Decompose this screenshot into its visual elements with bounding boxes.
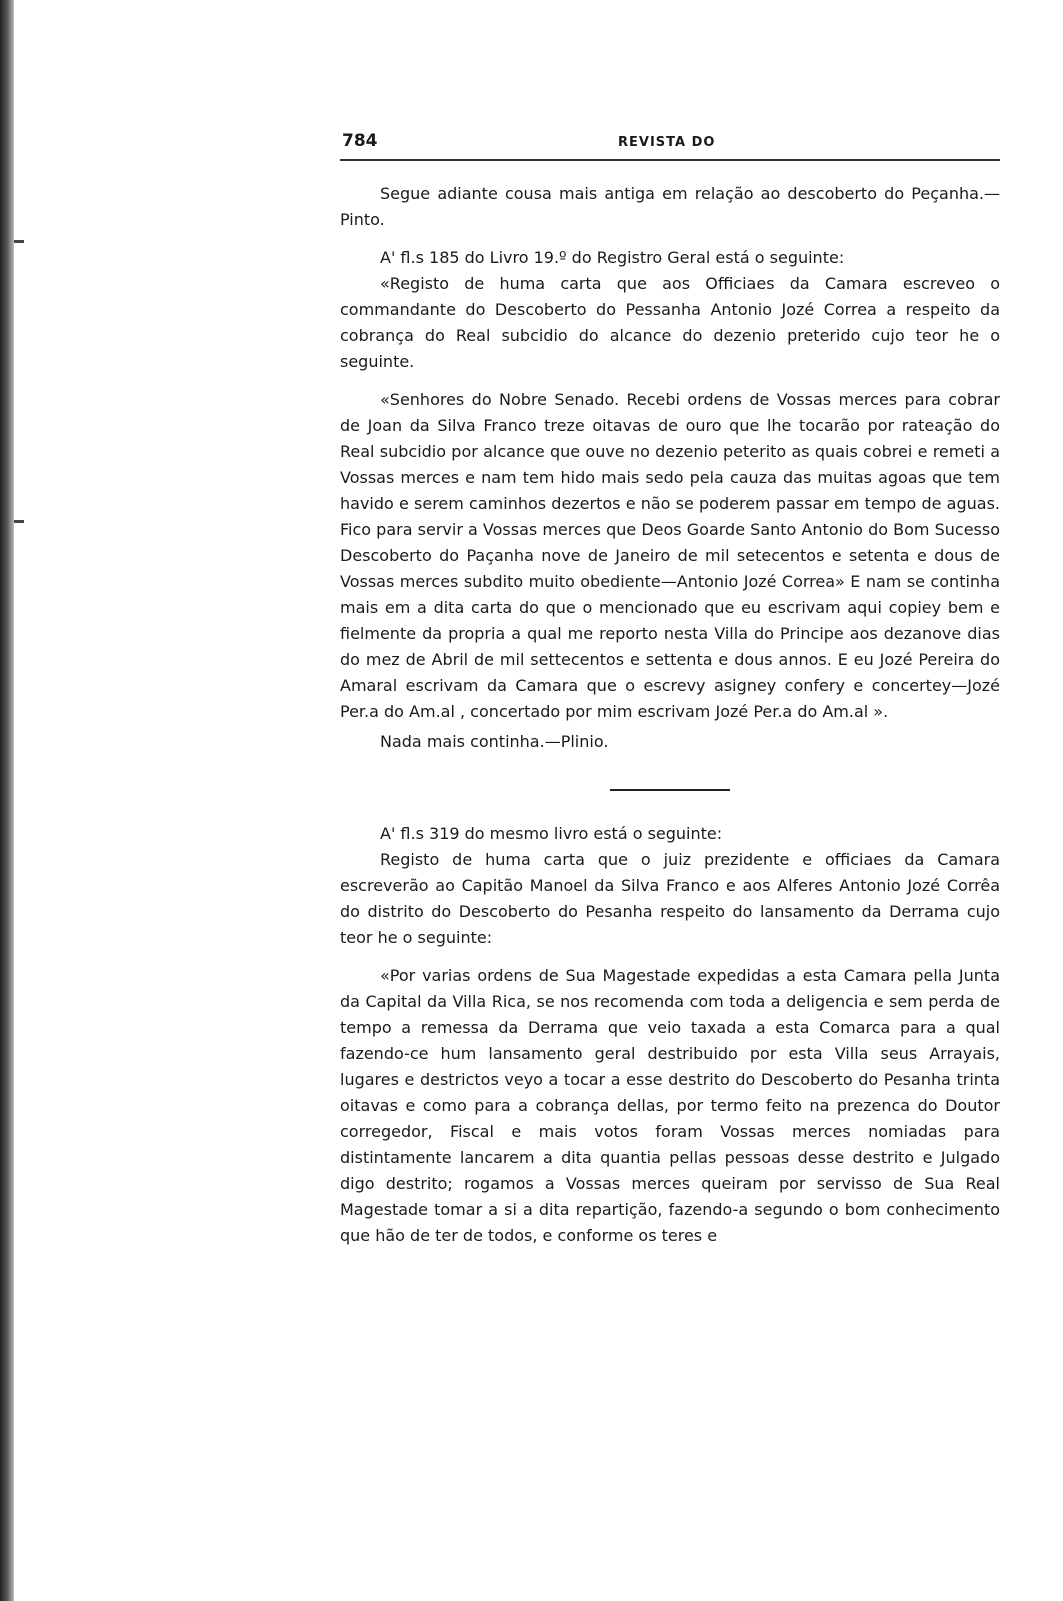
paragraph-registo-1: «Registo de huma carta que aos Officiaes da Camara escreveo o commandante do Descoberto do Pessanha Antonio Jozé Correa a respeito da cobrança do Real subcidio do alcance do dezenio preterido cujo teor he o seguinte.: [340, 274, 1000, 371]
paragraph-registo-2: Registo de huma carta que o juiz prezidente e officiaes da Camara escreverão ao Capitão Manoel da Silva Franco e aos Alferes Antonio Jozé Corrêa do distrito do Descoberto do Pesanha respeito do lansamento da Derrama cujo teor he o seguinte:: [340, 850, 1000, 947]
paragraph-letter-1: «Senhores do Nobre Senado. Recebi ordens de Vossas merces para cobrar de Joan da Silva Franco treze oitavas de ouro que lhe tocarão por rateação do Real subcidio por alcance que ouve no dezenio peterito as quais cobrei e remeti a Vossas merces e nam tem hido mais sedo pela cauza das muitas agoas que tem havido e serem caminhos dezertos e não se poderem passar em tempo de aguas. Fico para servir a Vossas merces que Deos Goarde Santo Antonio do Bom Sucesso Descoberto do Paçanha nove de Janeiro de mil setecentos e setenta e dous de Vossas merces subdito muito obediente—Antonio Jozé Correa» E nam se continha mais em a dita carta do que o mencionado que eu escrivam aqui copiey bem e fielmente da propria a qual me reporto nesta Villa do Principe aos dezanove dias do mez de Abril de mil settecentos e settenta e dous annos. E eu Jozé Pereira do Amaral escrivam da Camara que o escrevy asigney confery e concertey—Jozé Per.a do Am.al , concertado por mim escrivam Jozé Per.a do Am.al ».: [340, 390, 1000, 721]
binding-mark: [14, 240, 24, 243]
page-number: 784: [342, 131, 378, 151]
paragraph-intro: Segue adiante cousa mais antiga em relação ao descoberto do Peçanha.—Pinto.: [340, 184, 1000, 229]
paragraph-reference-319: A' fl.s 319 do mesmo livro está o seguinte:: [380, 824, 723, 843]
running-head: REVISTA DO: [618, 135, 716, 150]
document-page: [340, 125, 1000, 1249]
section-divider: [610, 789, 730, 791]
paragraph-letter-2: «Por varias ordens de Sua Magestade expedidas a esta Camara pella Junta da Capital da Villa Rica, se nos recomenda com toda a deligencia e sem perda de tempo a remessa da Derrama que veio taxada a esta Comarca para a qual fazendo-ce hum lansamento geral destribuido por esta Villa seus Arrayais, lugares e destrictos veyo a tocar a esse destrito do Descoberto do Pesanha trinta oitavas e como para a cobrança dellas, por termo feito na prezenca do Doutor corregedor, Fiscal e mais votos foram Vossas merces nomiadas para distintamente lancarem a dita quantia pellas pessoas desse destrito e Julgado digo destrito; rogamos a Vossas merces queiram por servisso de Sua Real Magestade tomar a si a dita repartição, fazendo-a segundo o bom conhecimento que hão de ter de todos, e conforme os teres e: [340, 966, 1000, 1245]
binding-mark: [14, 520, 24, 523]
paragraph-closing: Nada mais continha.—Plinio.: [380, 732, 609, 751]
page-header: [340, 125, 1000, 161]
paragraph-reference-185: A' fl.s 185 do Livro 19.º do Registro Geral está o seguinte:: [380, 248, 845, 267]
page-binding-edge: [0, 0, 14, 1601]
